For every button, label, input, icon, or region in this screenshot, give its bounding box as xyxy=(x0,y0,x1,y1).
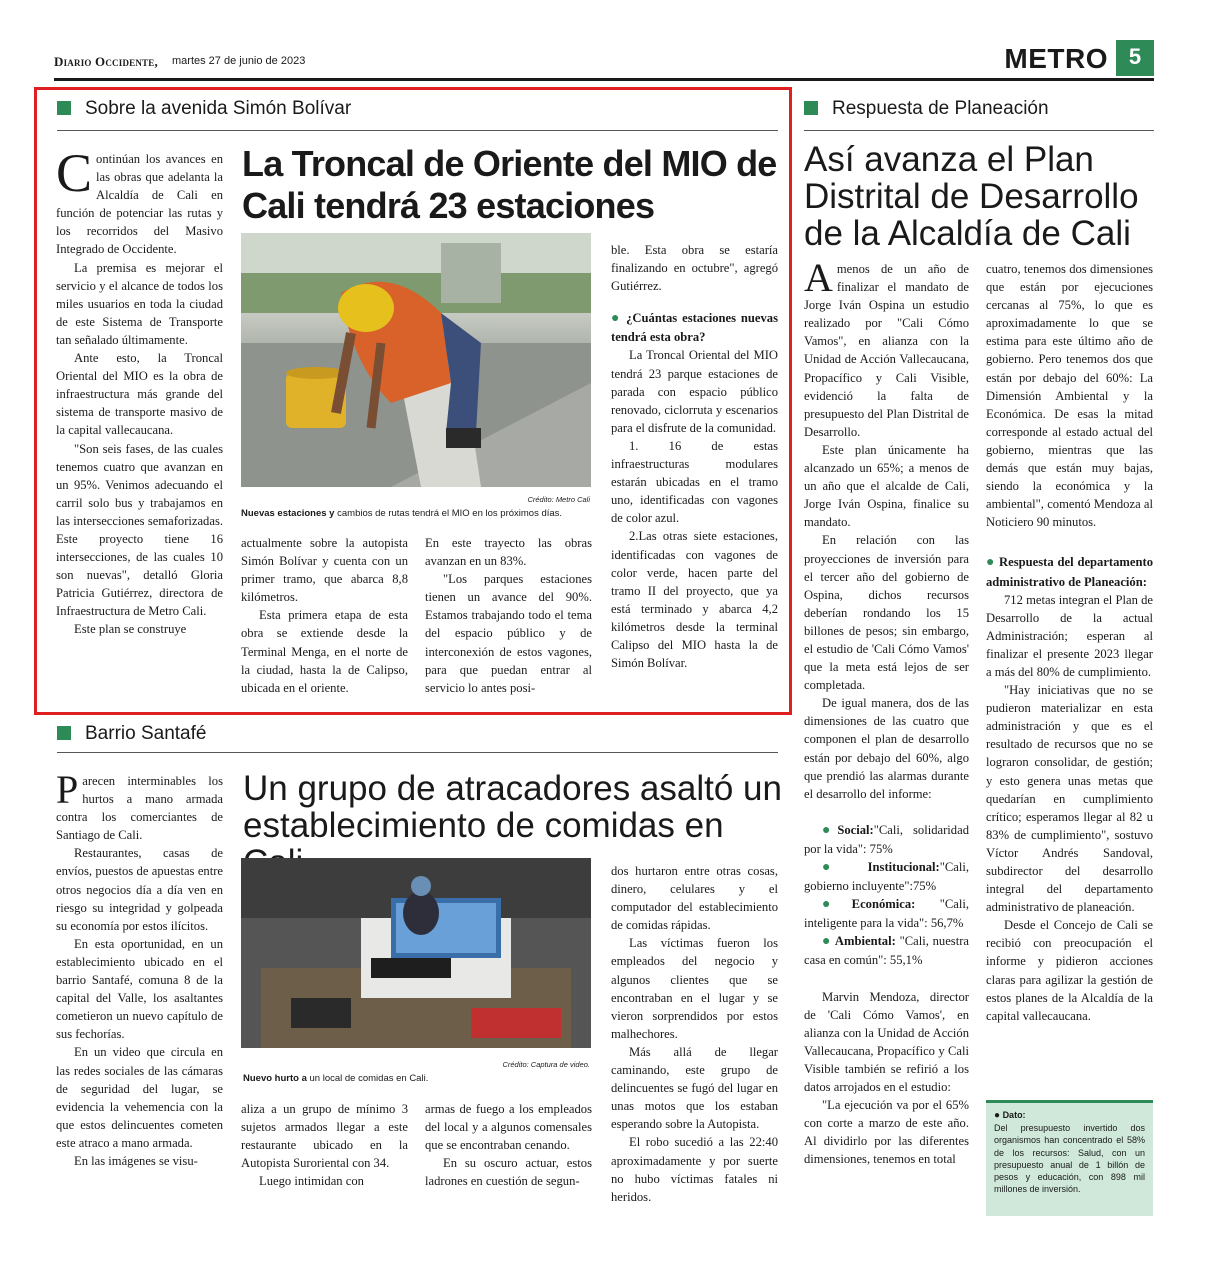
article-plan-column-2 xyxy=(986,260,1153,1025)
page-number-badge: 5 xyxy=(1116,40,1154,76)
section-label-mio xyxy=(57,98,351,120)
section-square-icon xyxy=(57,101,71,115)
bullet-icon: ● xyxy=(822,934,832,950)
bullet-label: Económica: xyxy=(851,897,916,912)
paragraph: Desde el Concejo de Cali se recibió con preocupación el informe y pidieron acciones claras para agilizar la gestión de estos planes de la Alcaldía de la capital vallecaucana. xyxy=(986,918,1153,1023)
caption-bold: Nuevas estaciones y xyxy=(241,508,335,519)
caption-bold: Nuevo hurto a xyxy=(243,1073,307,1084)
paragraph: "La ejecución va por el 65% con corte a marzo de este año. Al dividirlo por las diferentes dimensiones, tenemos en total xyxy=(804,1098,969,1167)
article-mio-column-3 xyxy=(425,534,592,697)
paragraph: actualmente sobre la autopista Simón Bolívar y cuenta con un primer tramo, que abarca 8,8 kilómetros. xyxy=(241,536,408,605)
headline-line: establecimiento de comidas en xyxy=(243,806,724,845)
article-robo-column-1 xyxy=(56,767,223,1170)
dato-heading xyxy=(994,1109,1145,1122)
section-square-icon xyxy=(57,726,71,740)
paragraph: "Son seis fases, de las cuales tenemos cuatro que avanzan en un 95%. Venimos adecuando el carril solo bus y trabajamos en las intersecciones semaforizadas. Este proyecto tiene 16 intersecciones, de las cuales 10 son nuevas", detalló Gloria Patricia Gutiérrez, directora de Infraestructura de Metro Cali. xyxy=(56,441,223,619)
section-rule xyxy=(57,752,778,753)
bullet-item xyxy=(804,932,969,969)
paragraph: De igual manera, dos de las dimensiones de las cuatro que componen el plan de desarrollo están por debajo del 60%, algo que prendió las alarmas durante el desarrollo del informe: xyxy=(804,696,969,801)
edition-date: martes 27 de junio de 2023 xyxy=(172,55,306,67)
paragraph xyxy=(56,767,223,844)
section-square-icon xyxy=(804,101,818,115)
paragraph: Este plan se construye xyxy=(74,622,187,637)
bullet-label: Ambiental: xyxy=(834,934,896,949)
paragraph: Esta primera etapa de esta obra se extiende desde la Terminal Menga, en el norte de la ciudad, hasta la de Calipso, ubicada en el oriente. xyxy=(241,608,408,695)
bullet-label: Social: xyxy=(837,822,874,837)
paragraph: Las víctimas fueron los empleados del negocio y algunos clientes que se encontraban en el lugar y se vieron sorprendidos por estos malhechores. xyxy=(611,936,778,1041)
bullet-text: "Cali, inteligente para la vida": 56,7% xyxy=(804,897,969,931)
paragraph: 712 metas integran el Plan de Desarrollo de la actual Administración; esperan al finalizar el presente 2023 llegar a más del 80% de cumplimiento. xyxy=(986,592,1153,679)
headline-line: Cali tendrá 23 estaciones xyxy=(242,185,655,226)
paragraph: La premisa es mejorar el servicio y el alcance de todos los miles usuarios en toda la ciudad de este Sistema de Transporte tan señalado últimamente. xyxy=(56,260,223,347)
bullet-icon: ● xyxy=(611,311,622,327)
photo-worker xyxy=(241,233,591,487)
paragraph: En esta oportunidad, en un establecimiento ubicado en el barrio Santafé, comuna 8 de la capital del Valle, los asaltantes cometieron un nuevo capítulo de sus fechorías. xyxy=(56,936,223,1042)
dropcap: P xyxy=(56,767,79,812)
section-rule xyxy=(57,130,778,131)
headline-line: La Troncal de Oriente del MIO de xyxy=(242,143,777,184)
headline-plan xyxy=(804,141,1164,252)
photo-cctv xyxy=(241,858,591,1048)
subheading-text: Respuesta del departamento administrativo de Planeación: xyxy=(986,555,1153,589)
article-plan-column-1 xyxy=(804,255,969,1169)
paragraph: "Los parques estaciones tienen un avance del 90%. Estamos trabajando todo el tema del espacio público y de interconexión de estos vagones, para que puedan entrar al servicio lo antes posi- xyxy=(425,572,592,695)
section-label-santafe xyxy=(57,723,206,745)
bullet-item xyxy=(804,821,969,858)
paragraph-text: menos de un año de finalizar el mandato de Jorge Iván Ospina un estudio realizado por "Cali Cómo Vamos", en alianza con la Unidad de Acción Vallecaucana, Propacífico y Cali Visible, evidenció la falta de presupuesto del Plan Distrital de Desarrollo. xyxy=(804,262,969,439)
paragraph: cuatro, tenemos dos dimensiones que están por ejecuciones cercanas al 75%, lo que es aproximadamente lo que se estima para este último año de gobierno. Pero tenemos dos que están por debajo del 60%: La Dimensión Ambiental y la Económica. De esas la mitad corresponde al estado actual del gobierno, mientras que las demás que están muy bajas, siendo la económica y la ambiental", comentó Mendoza al Noticiero 90 minutos. xyxy=(986,262,1153,530)
paragraph: Restaurantes, casas de envíos, puestos de apuestas entre otros negocios día a día ven en riesgo su integridad y golpeada su economía por estos ilícitos. xyxy=(56,846,223,933)
article-mio-column-2 xyxy=(241,534,408,697)
caption-text: un local de comidas en Cali. xyxy=(309,1073,429,1084)
paragraph: 2.Las otras siete estaciones, identificadas con vagones de color verde, hacen parte del tramo II del proyecto, que ya está terminado y abarca 4,2 kilómetros desde la terminal Calipso del MIO hasta la de Simón Bolívar. xyxy=(611,529,778,671)
photo-caption xyxy=(243,1073,593,1084)
section-label-text: Barrio Santafé xyxy=(85,723,207,744)
cctv-photo-illustration xyxy=(241,858,591,1048)
bullet-text: "Cali, gobierno incluyente":75% xyxy=(804,860,969,894)
bullet-icon: ● xyxy=(994,1110,1001,1121)
photo-credit: Crédito: Metro Cali xyxy=(527,495,590,504)
bullet-item xyxy=(804,895,969,932)
paragraph: dos hurtaron entre otras cosas, dinero, celulares y el computador del establecimiento de comidas rápidas. xyxy=(611,864,778,933)
section-title: METRO xyxy=(1004,43,1108,74)
dato-label: Dato: xyxy=(1002,1110,1026,1120)
subheading xyxy=(986,553,1153,590)
worker-photo-illustration xyxy=(241,233,591,487)
paragraph: ble. Esta obra se estaría finalizando en octubre", agregó Gutiérrez. xyxy=(611,243,778,294)
bullet-item xyxy=(804,858,969,895)
paragraph: La Troncal Oriental del MIO tendrá 23 parque estaciones de parada con espacio público renovado, ciclorruta y escenarios para el disfrute de la comunidad. xyxy=(611,348,778,435)
headline-line: Un grupo de atracadores asaltó un xyxy=(243,769,782,808)
caption-text: cambios de rutas tendrá el MIO en los próximos días. xyxy=(337,508,563,519)
paragraph: En las imágenes se visu- xyxy=(74,1153,198,1168)
article-robo-column-4 xyxy=(611,862,778,1206)
dato-box xyxy=(986,1100,1153,1216)
paragraph-text: ontinúan los avances en las obras que adelanta la Alcaldía de Cali en función de potenciar las rutas y los recorridos del Masivo Integrado de Occidente. xyxy=(56,152,223,257)
subheading-text: ¿Cuántas estaciones nuevas tendrá esta obra? xyxy=(611,311,778,345)
paragraph: aliza a un grupo de mínimo 3 sujetos armados llegar a este restaurante ubicado en la Autopista Suroriental con 34. xyxy=(241,1102,408,1171)
paragraph: En este trayecto las obras avanzan en un 83%. xyxy=(425,536,592,569)
bullet-text: "Cali, nuestra casa en común": 55,1% xyxy=(804,934,969,968)
paragraph-text: arecen interminables los hurtos a mano armada contra los comerciantes de Santiago de Cali. xyxy=(56,774,223,843)
article-robo-column-3 xyxy=(425,1100,592,1190)
paragraph: "Hay iniciativas que no se pudieron materializar en esta administración y que es el resultado de recursos que no se lograron consolidar, de gestión; y esto genera unas metas que quedarían en cumplimiento crítico; esperamos llegar al 82 u 83% de cumplimiento", sostuvo Víctor Andrés Sandoval, subdirector del desarrollo integral del departamento administrativo de planeación. xyxy=(986,683,1153,915)
paragraph: 1. 16 de estas infraestructuras modulares estarán ubicadas en el tramo uno, identificadas con vagones de color azul. xyxy=(611,438,778,526)
paragraph xyxy=(804,255,969,441)
paragraph: En relación con las proyecciones de inversión para el tercer año del gobierno de Ospina, dichos recursos deberían rondando los 15 billones de pesos; sin embargo, el estudio de 'Cali Cómo Vamos' que la meta está lejos de ser completada. xyxy=(804,533,969,693)
photo-credit: Crédito: Captura de video. xyxy=(502,1060,590,1069)
paragraph: En su oscuro actuar, estos ladrones en cuestión de segun- xyxy=(425,1156,592,1189)
headline-line: Así avanza el Plan xyxy=(804,140,1094,179)
bullet-icon: ● xyxy=(822,822,838,838)
article-mio-column-4 xyxy=(611,241,778,672)
paragraph: Este plan únicamente ha alcanzado un 65%; a menos de un año que el alcalde de Cali, Jorge Iván Ospina, finalice su mandato. xyxy=(804,442,969,530)
paragraph: En un video que circula en las redes sociales de las cámaras de seguridad del lugar, se evidencia la vehemencia con la que estos delincuentes cometen este atraco a mano armada. xyxy=(56,1045,223,1150)
bullet-icon: ● xyxy=(822,860,868,875)
newspaper-name: Diario Occidente, xyxy=(54,54,158,69)
paragraph xyxy=(56,143,223,259)
article-robo-column-2 xyxy=(241,1100,408,1190)
section-label-text: Respuesta de Planeación xyxy=(832,98,1049,119)
masthead-rule xyxy=(54,78,1154,81)
bullet-icon: ● xyxy=(822,897,852,913)
headline-line: de la Alcaldía de Cali xyxy=(804,214,1131,253)
bullet-icon: ● xyxy=(986,555,996,571)
section-label-planeacion xyxy=(804,98,1049,120)
dropcap: A xyxy=(804,255,833,300)
section-rule xyxy=(804,130,1154,131)
subheading xyxy=(611,309,778,346)
article-mio-column-1 xyxy=(56,143,223,639)
paragraph: El robo sucedió a las 22:40 aproximadamente y por suerte no hubo víctimas fatales ni heridos. xyxy=(611,1135,778,1204)
paragraph: Luego intimidan con xyxy=(259,1174,364,1189)
dato-text: Del presupuesto invertido dos organismos han concentrado el 58% de los recursos: Salud, con un presupuesto anual de 1 billón de pesos y educación, con 898 mil millones de inversión. xyxy=(994,1123,1145,1195)
paragraph: Ante esto, la Troncal Oriental del MIO es la obra de infraestructura más grande del sistema de transporte masivo de la capital vallecaucana. xyxy=(56,351,223,438)
section-label-text: Sobre la avenida Simón Bolívar xyxy=(85,98,352,119)
bullet-text: "Cali, solidaridad por la vida": 75% xyxy=(804,822,969,856)
dropcap: C xyxy=(56,143,93,203)
paragraph: Más allá de llegar caminando, este grupo de delincuentes se fugó del lugar en unas motos que los estaban esperando sobre la Autopista. xyxy=(611,1044,778,1132)
bullet-label: Institucional: xyxy=(867,860,940,874)
headline-line: Distrital de Desarrollo xyxy=(804,177,1139,216)
photo-caption xyxy=(241,508,591,519)
masthead xyxy=(54,40,1154,80)
paragraph: armas de fuego a los empleados del local y a algunos comensales que se encontraban cenando. xyxy=(425,1102,592,1153)
paragraph: Marvin Mendoza, director de 'Cali Cómo Vamos', en alianza con la Unidad de Acción Vallecaucana, Propacífico y Cali Visible también se refirió a los datos arrojados en el estudio: xyxy=(804,989,969,1095)
